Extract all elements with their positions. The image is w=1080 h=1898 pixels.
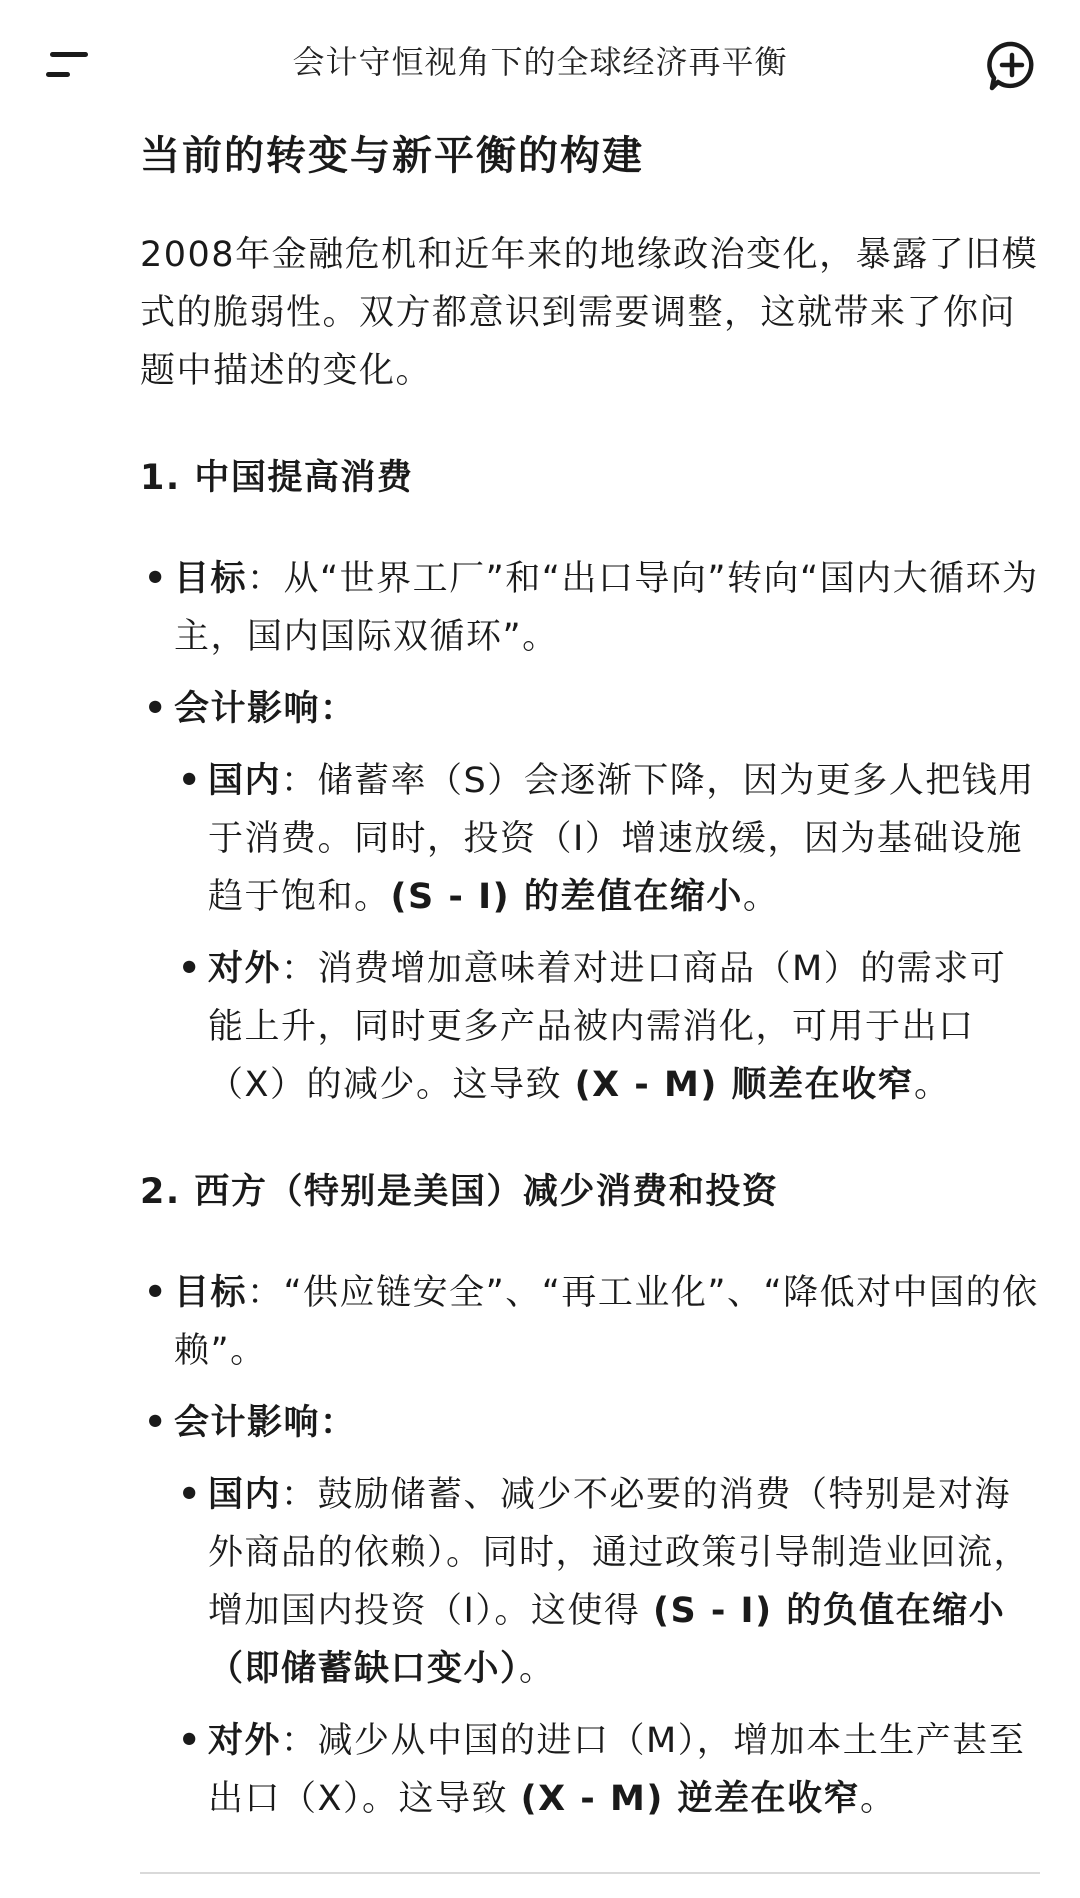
section-title: 当前的转变与新平衡的构建: [140, 133, 644, 179]
domestic-item: [174, 1466, 1040, 1698]
impact-sublist: [174, 1466, 1040, 1828]
external-text: ：减少从中国的进口（M），增加本土生产甚至出口（X）。这导致: [208, 1721, 1026, 1819]
point-heading: 2. 西方（特别是美国）减少消费和投资: [140, 1172, 779, 1212]
external-text: ：消费增加意味着对进口商品（M）的需求可能上升，同时更多产品被内需消化，可用于出口（X）的减少。这导致: [208, 949, 1007, 1105]
domestic-end: 。: [742, 877, 780, 917]
point-list: [140, 550, 1040, 738]
hamburger-menu-icon[interactable]: [40, 44, 92, 84]
new-chat-icon-graphic: [984, 38, 1040, 94]
bullet: •: [178, 949, 202, 989]
domestic-text: ：储蓄率（S）会逐渐下降，因为更多人把钱用于消费。同时，投资（I）增速放缓，因为基础设施趋于饱和。: [208, 761, 1035, 917]
chat-title: 会计守恒视角下的全球经济再平衡: [292, 43, 788, 81]
top-bar: [0, 0, 1080, 120]
bullet: •: [178, 1721, 202, 1761]
bullet: •: [144, 1273, 168, 1313]
domestic-label: 国内: [208, 1475, 282, 1515]
bullet: •: [144, 689, 168, 729]
goal-text: ：“供应链安全”、“再工业化”、“降低对中国的依赖”。: [174, 1273, 1039, 1371]
goal-text: ：从“世界工厂”和“出口导向”转向“国内大循环为主，国内国际双循环”。: [174, 559, 1039, 657]
intro-paragraph: 2008年金融危机和近年来的地缘政治变化，暴露了旧模式的脆弱性。双方都意识到需要调整，这就带来了你问题中描述的变化。: [140, 235, 1039, 391]
menu-line: [50, 52, 88, 57]
menu-line: [46, 72, 70, 77]
domestic-item: [174, 752, 1040, 926]
external-end: 。: [860, 1779, 897, 1819]
impact-item: [140, 680, 1040, 738]
goal-item: [140, 1264, 1040, 1380]
bottom-divider: [140, 1872, 1040, 1874]
domestic-label: 国内: [208, 761, 282, 801]
impact-sublist: [174, 752, 1040, 1114]
goal-label: 目标: [174, 559, 248, 599]
domestic-emphasis: (S - I) 的负值在缩小（即储蓄缺口变小）: [208, 1591, 1006, 1689]
domestic-text: ：鼓励储蓄、减少不必要的消费（特别是对海外商品的依赖）。同时，通过政策引导制造业回流，增加国内投资（I）。这使得: [208, 1475, 1031, 1631]
external-emphasis: (X - M) 顺差在收窄: [574, 1065, 914, 1105]
new-chat-icon[interactable]: [984, 38, 1040, 94]
point-heading: 1. 中国提高消费: [140, 458, 414, 498]
impact-label: 会计影响：: [174, 689, 357, 729]
domestic-end: 。: [519, 1649, 556, 1689]
bullet: •: [178, 761, 202, 801]
external-label: 对外: [208, 1721, 282, 1761]
external-end: 。: [914, 1065, 951, 1105]
bullet: •: [178, 1475, 202, 1515]
external-label: 对外: [208, 949, 282, 989]
external-item: [174, 1712, 1040, 1828]
bullet: •: [144, 559, 168, 599]
impact-label: 会计影响：: [174, 1403, 357, 1443]
external-emphasis: (X - M) 逆差在收窄: [520, 1779, 860, 1819]
domestic-emphasis: (S - I) 的差值在缩小: [390, 877, 743, 917]
message-content: [140, 120, 1040, 1828]
external-item: [174, 940, 1040, 1114]
goal-item: [140, 550, 1040, 666]
goal-label: 目标: [174, 1273, 248, 1313]
point-list: [140, 1264, 1040, 1452]
impact-item: [140, 1394, 1040, 1452]
bullet: •: [144, 1403, 168, 1443]
